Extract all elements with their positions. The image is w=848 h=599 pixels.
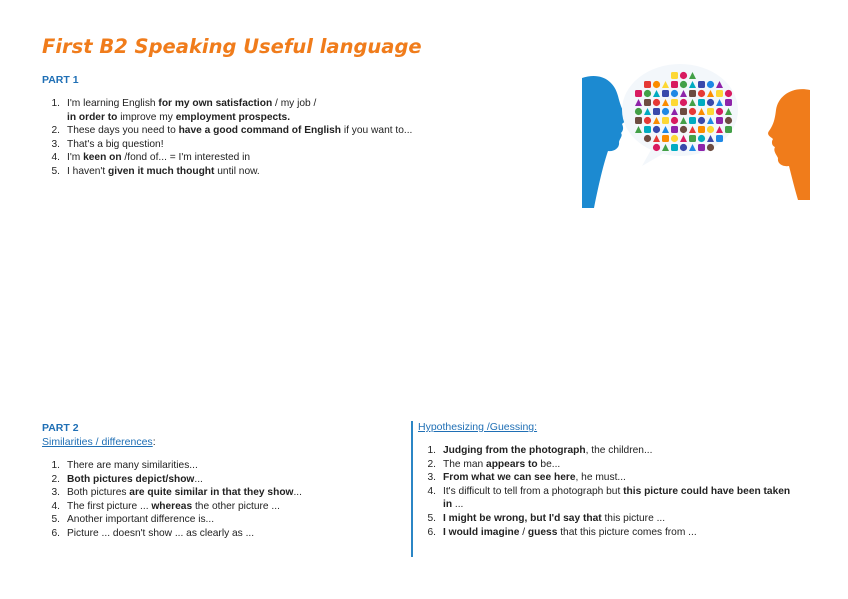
cloud-icon-tile — [707, 126, 714, 133]
hypothesizing-subheading: Hypothesizing /Guessing: — [418, 421, 538, 433]
cloud-icon-tile — [680, 144, 687, 151]
list-item-number: 3. — [427, 472, 436, 484]
list-item — [42, 138, 512, 152]
cloud-icon-tile — [689, 108, 696, 115]
cloud-icon-tile — [653, 99, 660, 106]
list-item-number: 3. — [51, 487, 60, 499]
list-item-text: I would imagine / guess that this picture comes from ... — [443, 526, 697, 538]
list-item-text: There are many similarities... — [67, 460, 198, 471]
list-item-number: 3. — [51, 138, 60, 150]
list-item-text: It's difficult to tell from a photograph but this picture could have been taken in ... — [443, 485, 791, 511]
list-item-number: 5. — [51, 165, 60, 177]
cloud-icon-tile — [680, 126, 687, 133]
list-item — [42, 165, 512, 179]
cloud-icon-tile — [644, 135, 651, 142]
list-item-number: 6. — [427, 526, 436, 538]
cloud-icon-tile — [671, 90, 678, 97]
list-item — [42, 486, 382, 500]
cloud-icon-tile — [707, 108, 714, 115]
list-item — [42, 124, 512, 138]
cloud-icon-tile — [698, 126, 705, 133]
cloud-icon-tile — [680, 99, 687, 106]
cloud-icon-tile — [716, 135, 723, 142]
list-item — [418, 471, 798, 485]
list-item-text: The first picture ... whereas the other picture ... — [67, 500, 280, 512]
cloud-icon-tile — [653, 108, 660, 115]
part2-heading: PART 2 — [42, 422, 79, 434]
cloud-icon-tile — [671, 126, 678, 133]
cloud-icon-tile — [662, 90, 669, 97]
cloud-icon-tile — [653, 144, 660, 151]
list-item — [42, 459, 382, 473]
list-item-text: I haven't given it much thought until now. — [67, 165, 260, 177]
cloud-icon-tile — [671, 117, 678, 124]
list-item-text: I might be wrong, but I'd say that this picture ... — [443, 512, 666, 524]
cloud-icon-tile — [662, 135, 669, 142]
list-item — [418, 444, 798, 458]
conversation-illustration — [582, 38, 810, 208]
list-item-text: The man appears to be... — [443, 458, 561, 470]
cloud-icon-tile — [680, 108, 687, 115]
cloud-icon-tile — [671, 72, 678, 79]
cloud-icon-tile — [689, 90, 696, 97]
cloud-icon-tile — [689, 135, 696, 142]
cloud-icon-tile — [707, 81, 714, 88]
part1-list — [42, 97, 512, 179]
list-item-text: These days you need to have a good command of English if you want to... — [67, 125, 413, 137]
list-item-number: 2. — [51, 473, 60, 485]
list-item — [42, 473, 382, 487]
list-item-number: 2. — [427, 458, 436, 470]
list-item-number: 1. — [427, 445, 436, 456]
cloud-icon-tile — [707, 99, 714, 106]
cloud-icon-tile — [653, 81, 660, 88]
cloud-icon-tile — [698, 144, 705, 151]
list-item-number: 1. — [51, 460, 60, 471]
cloud-icon-tile — [725, 90, 732, 97]
cloud-icon-tile — [698, 135, 705, 142]
cloud-icon-tile — [698, 90, 705, 97]
cloud-icon-tile — [716, 90, 723, 97]
cloud-icon-tile — [680, 81, 687, 88]
cloud-icon-tile — [725, 126, 732, 133]
cloud-icon-tile — [680, 72, 687, 79]
cloud-icon-tile — [671, 81, 678, 88]
head-right-silhouette — [768, 89, 810, 200]
list-item-text: I'm keen on /fond of... = I'm interested in — [67, 152, 251, 164]
list-item — [418, 458, 798, 472]
cloud-icon-tile — [725, 99, 732, 106]
cloud-icon-tile — [698, 117, 705, 124]
list-item-number: 4. — [427, 485, 436, 497]
list-item — [42, 513, 382, 527]
list-item — [42, 527, 382, 541]
list-item-text: Both pictures depict/show... — [67, 473, 203, 485]
list-item — [42, 151, 512, 165]
hypothesizing-list — [418, 444, 798, 539]
list-item-number: 2. — [51, 125, 60, 137]
cloud-icon-tile — [662, 108, 669, 115]
list-item-number: 4. — [51, 500, 60, 512]
cloud-icon-tile — [644, 81, 651, 88]
page-title: First B2 Speaking Useful language — [42, 35, 422, 58]
cloud-icon-tile — [716, 108, 723, 115]
cloud-icon-tile — [635, 117, 642, 124]
head-left-silhouette — [582, 76, 627, 208]
cloud-icon-tile — [707, 144, 714, 151]
list-item — [418, 526, 798, 540]
list-item — [418, 485, 798, 512]
list-item-text: I'm learning English for my own satisfaction / my job / in order to improve my employment prospects. — [67, 98, 317, 123]
cloud-icon-tile — [653, 126, 660, 133]
column-divider — [411, 421, 413, 557]
speech-bubble-icon-cloud — [622, 64, 738, 166]
list-item-number: 6. — [51, 527, 60, 539]
list-item-text: That's a big question! — [67, 138, 164, 150]
cloud-icon-tile — [635, 108, 642, 115]
list-item-text: Another important difference is... — [67, 514, 215, 526]
list-item-text: Picture ... doesn't show ... as clearly as ... — [67, 527, 255, 539]
cloud-icon-tile — [689, 117, 696, 124]
list-item — [418, 512, 798, 526]
list-item-number: 4. — [51, 152, 60, 164]
list-item — [42, 97, 512, 124]
cloud-icon-tile — [671, 135, 678, 142]
list-item-number: 5. — [51, 514, 60, 526]
cloud-icon-tile — [662, 117, 669, 124]
cloud-icon-tile — [671, 144, 678, 151]
cloud-icon-tile — [644, 126, 651, 133]
cloud-icon-tile — [716, 117, 723, 124]
cloud-icon-tile — [698, 81, 705, 88]
cloud-icon-tile — [698, 99, 705, 106]
part1-heading: PART 1 — [42, 74, 79, 86]
similarities-subheading: Similarities / differences: — [42, 436, 156, 448]
list-item-number: 1. — [51, 98, 60, 109]
cloud-icon-tile — [635, 90, 642, 97]
list-item-text: Both pictures are quite similar in that they show... — [67, 487, 302, 499]
cloud-icon-tile — [644, 99, 651, 106]
list-item-number: 5. — [427, 512, 436, 524]
cloud-icon-tile — [644, 117, 651, 124]
list-item-text: Judging from the photograph, the children... — [443, 445, 653, 456]
similarities-list — [42, 459, 382, 541]
list-item-text: From what we can see here, he must... — [443, 472, 626, 484]
list-item — [42, 500, 382, 514]
cloud-icon-tile — [644, 90, 651, 97]
cloud-icon-tile — [725, 117, 732, 124]
cloud-icon-tile — [671, 99, 678, 106]
